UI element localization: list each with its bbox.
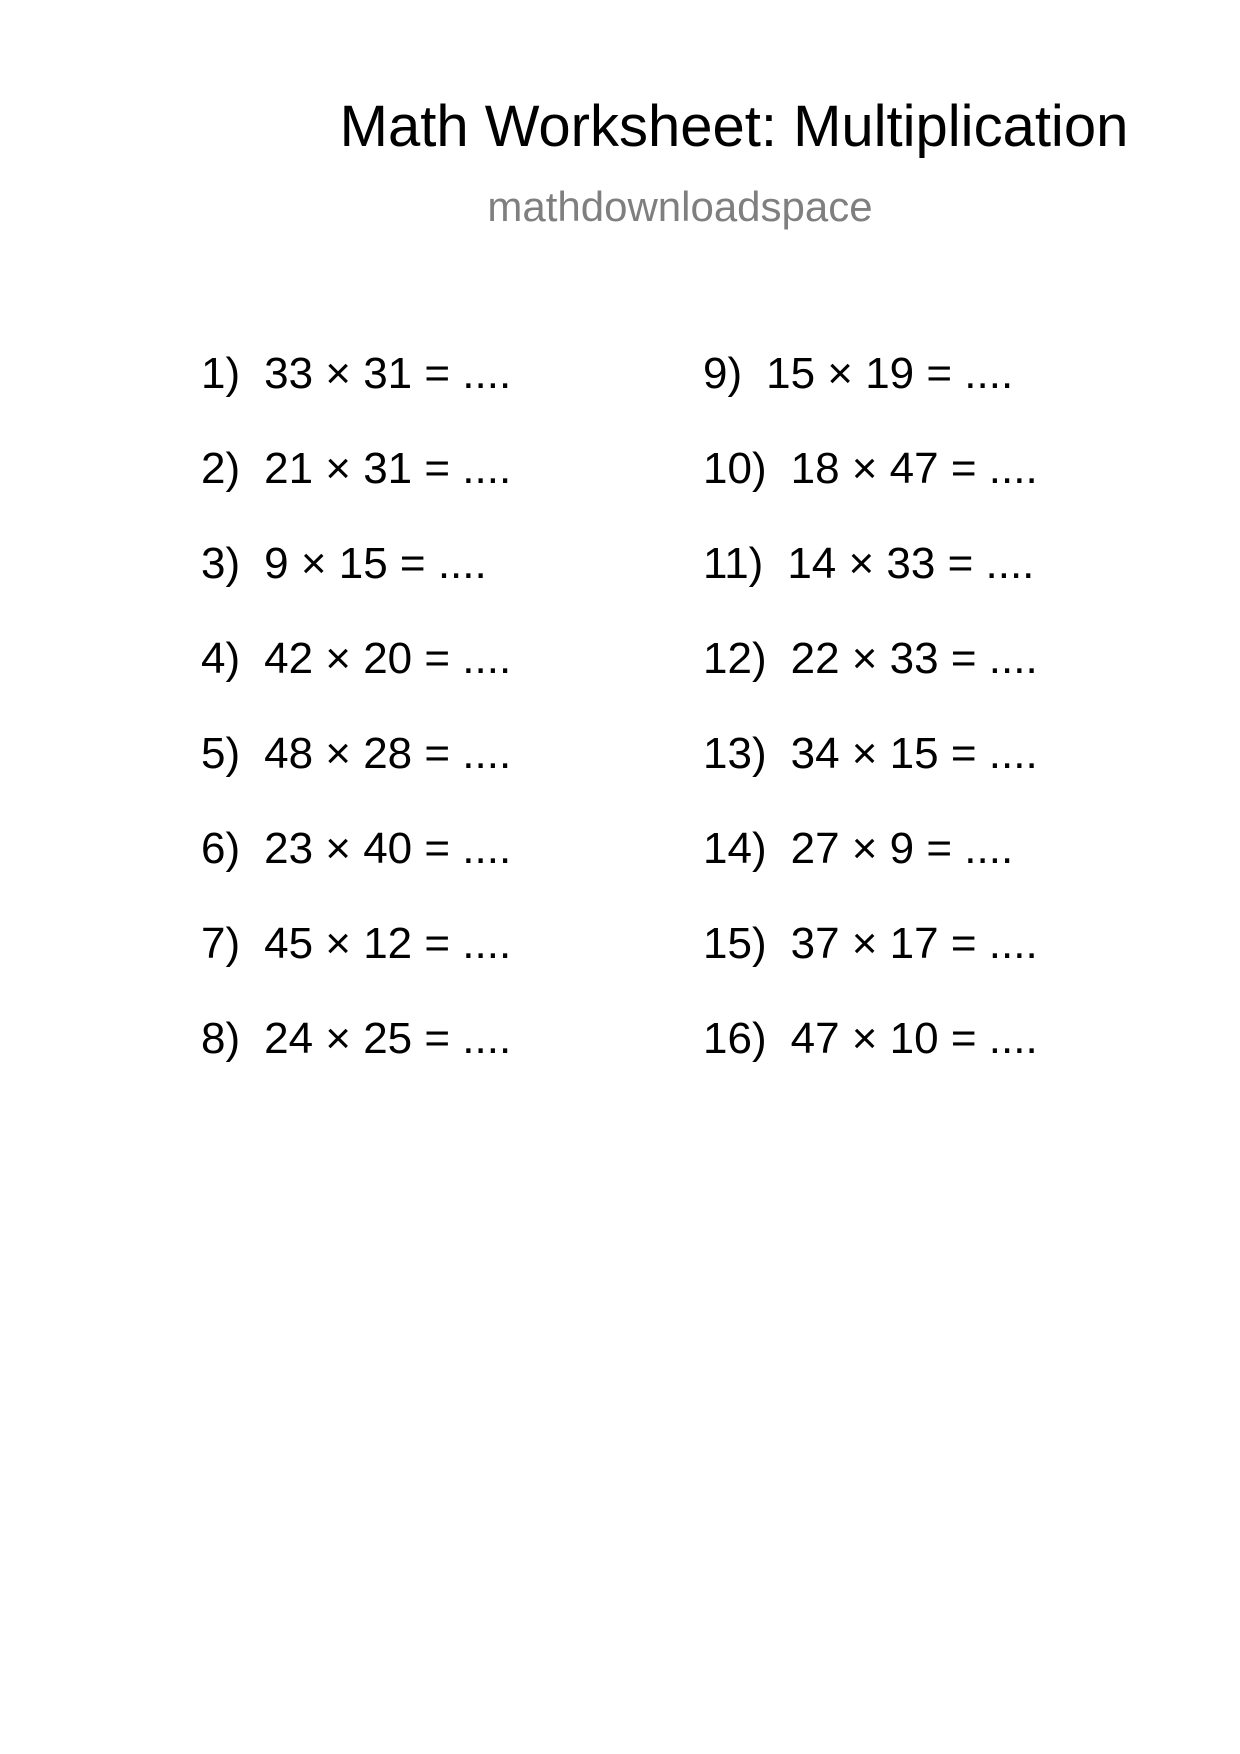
problem-number: 12) <box>703 634 767 683</box>
problem-number: 7) <box>201 919 241 968</box>
problem-number: 11) <box>703 539 764 588</box>
problem-number: 3) <box>201 539 241 588</box>
problem-item <box>201 444 721 542</box>
problem-item <box>703 729 1223 827</box>
problem-number: 16) <box>703 1014 767 1063</box>
problem-expression: 34 × 15 = .... <box>790 729 1038 778</box>
problem-number: 8) <box>201 1014 241 1063</box>
problem-expression: 45 × 12 = .... <box>264 919 512 968</box>
problem-list <box>0 349 1240 1102</box>
problem-item <box>201 919 721 1017</box>
problem-expression: 9 × 15 = .... <box>264 539 487 588</box>
problem-number: 14) <box>703 824 767 873</box>
problem-item <box>201 824 721 922</box>
problem-expression: 15 × 19 = .... <box>766 349 1014 398</box>
problem-number: 6) <box>201 824 241 873</box>
problem-item <box>201 539 721 637</box>
problem-number: 1) <box>201 349 241 398</box>
problem-number: 2) <box>201 444 241 493</box>
problem-item <box>703 539 1223 637</box>
problem-item <box>201 634 721 732</box>
problem-expression: 22 × 33 = .... <box>790 634 1038 683</box>
problem-number: 13) <box>703 729 767 778</box>
problem-item <box>201 729 721 827</box>
right-problem-column <box>703 349 1223 1112</box>
problem-expression: 27 × 9 = .... <box>790 824 1014 873</box>
problem-item <box>201 349 721 447</box>
problem-expression: 48 × 28 = .... <box>264 729 512 778</box>
problem-expression: 42 × 20 = .... <box>264 634 512 683</box>
problem-item <box>703 444 1223 542</box>
problem-expression: 23 × 40 = .... <box>264 824 512 873</box>
problem-item <box>703 824 1223 922</box>
worksheet-subtitle: mathdownloadspace <box>487 183 873 230</box>
problem-number: 4) <box>201 634 241 683</box>
problem-item <box>703 349 1223 447</box>
problem-expression: 18 × 47 = .... <box>790 444 1038 493</box>
problem-number: 15) <box>703 919 767 968</box>
problem-expression: 24 × 25 = .... <box>264 1014 512 1063</box>
left-problem-column <box>201 349 721 1112</box>
problem-item <box>703 1014 1223 1112</box>
problem-item <box>703 919 1223 1017</box>
problem-number: 9) <box>703 349 743 398</box>
problem-item <box>201 1014 721 1112</box>
problem-expression: 33 × 31 = .... <box>264 349 512 398</box>
problem-number: 10) <box>703 444 767 493</box>
worksheet-title: Math Worksheet: Multiplication <box>339 94 1129 159</box>
problem-expression: 47 × 10 = .... <box>790 1014 1038 1063</box>
problem-expression: 21 × 31 = .... <box>264 444 512 493</box>
problem-expression: 14 × 33 = .... <box>787 539 1035 588</box>
problem-number: 5) <box>201 729 241 778</box>
problem-expression: 37 × 17 = .... <box>790 919 1038 968</box>
problem-item <box>703 634 1223 732</box>
